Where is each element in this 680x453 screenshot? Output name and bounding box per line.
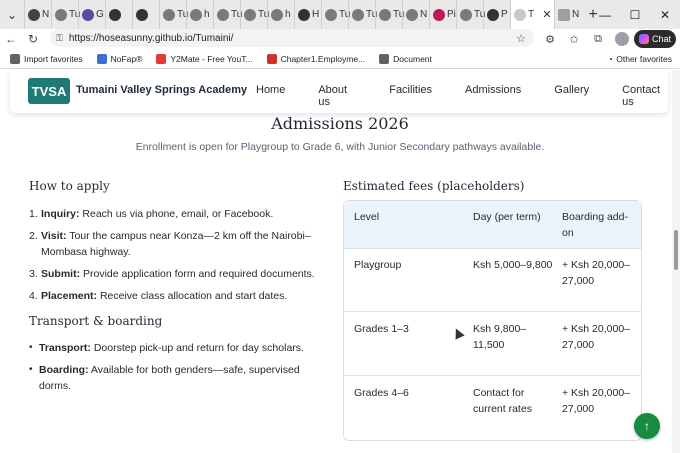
how-to-apply-steps	[29, 206, 329, 310]
chat-label: Chat	[651, 34, 671, 44]
step-description: Provide application form and required documents.	[83, 268, 315, 280]
fees-row-divider	[344, 375, 641, 376]
bookmark-label: NoFap®	[110, 53, 143, 64]
tab-favicon-icon	[460, 9, 472, 21]
step-number: 3.	[29, 268, 38, 280]
tab[interactable]	[294, 0, 321, 29]
other-favorites-label: Other favorites	[616, 54, 672, 64]
step-number: 1.	[29, 208, 38, 220]
tab[interactable]	[51, 0, 81, 29]
how-to-apply-heading: How to apply	[29, 179, 110, 193]
bookmark-favicon-icon	[97, 54, 107, 64]
tab[interactable]	[159, 0, 189, 29]
nav-link-admissions[interactable]: Admissions	[465, 84, 522, 96]
site-info-icon[interactable]: ⚿	[56, 32, 63, 43]
fees-column-header: Day (per term)	[473, 211, 541, 223]
tab[interactable]	[456, 0, 486, 29]
transport-list	[29, 340, 319, 400]
tab-label: Tu	[69, 9, 81, 20]
bookmark-item[interactable]	[97, 54, 143, 64]
tab-label: N	[42, 9, 50, 20]
site-logo[interactable]: TVSA	[28, 78, 70, 104]
tab-favicon-icon	[558, 9, 570, 21]
transport-item	[29, 362, 319, 394]
step-text	[41, 206, 273, 222]
fees-cell: Grades 1–3	[354, 323, 409, 335]
bookmark-favicon-icon	[156, 54, 166, 64]
fees-heading: Estimated fees (placeholders)	[343, 179, 525, 193]
transport-item-text	[39, 362, 319, 394]
transport-item	[29, 340, 319, 356]
fees-cell: Playgroup	[354, 259, 402, 271]
page-scrollbar[interactable]	[672, 70, 680, 453]
bookmark-item[interactable]	[379, 54, 432, 64]
tab-label: Tu	[339, 9, 351, 20]
fees-row-divider	[344, 311, 641, 312]
close-tab-icon[interactable]: ✕	[540, 0, 554, 29]
step-number: 2.	[29, 230, 38, 242]
close-window-icon[interactable]: ✕	[659, 7, 671, 22]
tab-active[interactable]	[510, 0, 540, 29]
tab-favicon-icon	[433, 9, 445, 21]
tab-label: Tu	[474, 9, 486, 20]
window-controls	[590, 0, 680, 29]
tab-favicon-icon	[379, 9, 391, 21]
tab-favicon-icon	[163, 9, 175, 21]
new-tab-plus-icon[interactable]: +	[588, 5, 598, 23]
tab[interactable]	[186, 0, 213, 29]
transport-heading: Transport & boarding	[29, 314, 163, 328]
bookmark-label: Import favorites	[24, 53, 83, 64]
fees-column-header: Level	[354, 211, 380, 223]
step-number: 4.	[29, 290, 38, 302]
apply-step	[29, 266, 329, 282]
maximize-icon[interactable]: ☐	[629, 7, 641, 22]
fees-cell: Grades 4–6	[354, 387, 409, 399]
site-header	[10, 70, 668, 113]
bookmark-list	[0, 54, 446, 64]
tab-label: G	[96, 9, 104, 20]
step-description: Receive class allocation and start dates.	[99, 290, 288, 302]
bookmark-item[interactable]	[156, 54, 252, 64]
tab-favicon-icon	[244, 9, 256, 21]
tab-favicon-icon	[352, 9, 364, 21]
tab-favicon-icon	[325, 9, 337, 21]
tab[interactable]	[240, 0, 270, 29]
step-title: Inquiry:	[41, 208, 80, 220]
transport-item-description: Doorstep pick-up and return for day scholars.	[93, 342, 304, 354]
favorites-icon[interactable]: ✩	[569, 33, 579, 46]
folder-icon	[610, 58, 612, 60]
arrow-up-icon: ↑	[644, 419, 650, 433]
tab-favicon-icon	[82, 9, 94, 21]
tab-label: h	[204, 9, 210, 20]
tab-favicon-icon	[55, 9, 67, 21]
bookmark-item[interactable]	[267, 54, 366, 64]
tab-favicon-icon	[109, 9, 121, 21]
tab[interactable]	[132, 0, 159, 29]
tab-favicon-icon	[487, 9, 499, 21]
tab[interactable]	[24, 0, 51, 29]
bullet-dot-icon: •	[29, 364, 33, 375]
fees-cell: + Ksh 20,000–27,000	[562, 259, 631, 287]
bookmark-label: Chapter1.Employme...	[280, 53, 366, 64]
tab-favicon-icon	[298, 9, 310, 21]
step-text	[41, 228, 329, 260]
bullet-dot-icon: •	[29, 342, 33, 353]
tab-actions-chevron-icon[interactable]: ⌄	[6, 7, 18, 22]
step-title: Placement:	[41, 290, 98, 302]
step-text	[41, 288, 287, 304]
apply-step	[29, 288, 329, 304]
tab-last-label: N	[572, 9, 580, 20]
browser-tab-bar	[0, 0, 680, 29]
bookmark-favicon-icon	[267, 54, 277, 64]
tab-last[interactable]	[554, 0, 581, 29]
tab-label: Tu	[258, 9, 270, 20]
tab[interactable]	[429, 0, 456, 29]
tab-favicon-icon	[136, 9, 148, 21]
scrollbar-thumb[interactable]	[674, 230, 678, 270]
nav-link-about-us[interactable]: About us	[318, 84, 348, 108]
transport-item-description: Available for both genders—safe, supervised dorms.	[39, 364, 300, 392]
tab-label: Tu	[393, 9, 405, 20]
fees-cell: + Ksh 20,000–27,000	[562, 323, 631, 351]
fees-table	[343, 200, 642, 441]
tab-strip	[24, 0, 510, 29]
bookmarks-bar	[0, 49, 680, 69]
tab[interactable]	[105, 0, 132, 29]
tab-label: N	[420, 9, 428, 20]
bookmark-favicon-icon	[379, 54, 389, 64]
tab[interactable]	[78, 0, 105, 29]
transport-item-title: Transport:	[39, 342, 91, 354]
step-description: Tour the campus near Konza—2 km off the Nairobi–Mombasa highway.	[41, 230, 311, 258]
other-favorites-folder[interactable]	[610, 49, 672, 69]
tab-label: h	[285, 9, 291, 20]
tab[interactable]	[213, 0, 243, 29]
tab[interactable]	[348, 0, 378, 29]
tab-label: P	[501, 9, 508, 20]
tab-label: Tu	[177, 9, 189, 20]
url-input[interactable]	[50, 29, 534, 47]
fees-cell: Contact for current rates	[473, 387, 532, 415]
apply-step	[29, 206, 329, 222]
tab[interactable]	[321, 0, 351, 29]
copilot-chat-button[interactable]	[634, 30, 676, 48]
nav-link-gallery[interactable]: Gallery	[554, 84, 590, 96]
bookmark-label: Y2Mate - Free YouT...	[170, 53, 253, 64]
transport-item-text	[39, 340, 304, 356]
copilot-logo-icon	[639, 34, 649, 44]
transport-item-title: Boarding:	[39, 364, 89, 376]
nav-link-home[interactable]: Home	[256, 84, 286, 96]
step-title: Visit:	[41, 230, 67, 242]
bookmark-item[interactable]	[10, 54, 83, 64]
step-description: Reach us via phone, email, or Facebook.	[82, 208, 274, 220]
tab-active-label: T	[528, 9, 535, 20]
profile-avatar-icon[interactable]	[610, 32, 634, 46]
fees-cell: Ksh 5,000–9,800	[473, 259, 553, 271]
tab[interactable]	[402, 0, 429, 29]
tab-favicon-icon	[406, 9, 418, 21]
fees-cell: Ksh 9,800–11,500	[473, 323, 527, 351]
tab-favicon-icon	[514, 9, 526, 21]
minimize-icon[interactable]: —	[599, 7, 611, 22]
tab-label: H	[312, 9, 320, 20]
site-brand-name[interactable]: Tumaini Valley Springs Academy	[76, 84, 248, 96]
extensions-puzzle-icon[interactable]: ⚙	[545, 33, 555, 46]
fees-column-header: Boarding add-on	[562, 211, 628, 239]
tab[interactable]	[483, 0, 510, 29]
tab-label: Pi	[447, 9, 456, 20]
address-bar-row	[0, 29, 680, 49]
nav-link-facilities[interactable]: Facilities	[389, 84, 433, 96]
bookmark-label: Document	[393, 53, 432, 64]
page-viewport	[0, 70, 680, 453]
tab[interactable]	[375, 0, 405, 29]
tab-label: Tu	[231, 9, 243, 20]
page-title: Admissions 2026	[271, 114, 409, 133]
reload-icon[interactable]: ↻	[27, 32, 39, 46]
fees-cell: + Ksh 20,000–27,000	[562, 387, 631, 415]
collections-icon[interactable]: ⧉	[594, 32, 602, 45]
page-subtitle: Enrollment is open for Playgroup to Grade 6, with Junior Secondary pathways available.	[135, 141, 545, 153]
step-text	[41, 266, 315, 282]
bookmark-favicon-icon	[10, 54, 20, 64]
site-nav	[256, 84, 668, 108]
nav-link-contact-us[interactable]: Contact us	[622, 84, 661, 108]
scroll-to-top-button[interactable]	[634, 413, 660, 439]
step-title: Submit:	[41, 268, 81, 280]
tab[interactable]	[267, 0, 294, 29]
back-arrow-icon[interactable]: ←	[5, 32, 17, 46]
favorite-star-icon[interactable]: ☆	[516, 32, 526, 45]
apply-step	[29, 228, 329, 260]
tab-favicon-icon	[271, 9, 283, 21]
url-text: https://hoseasunny.github.io/Tumaini/	[68, 32, 234, 44]
tab-favicon-icon	[28, 9, 40, 21]
tab-favicon-icon	[190, 9, 202, 21]
tab-favicon-icon	[217, 9, 229, 21]
tab-label: Tu	[366, 9, 378, 20]
